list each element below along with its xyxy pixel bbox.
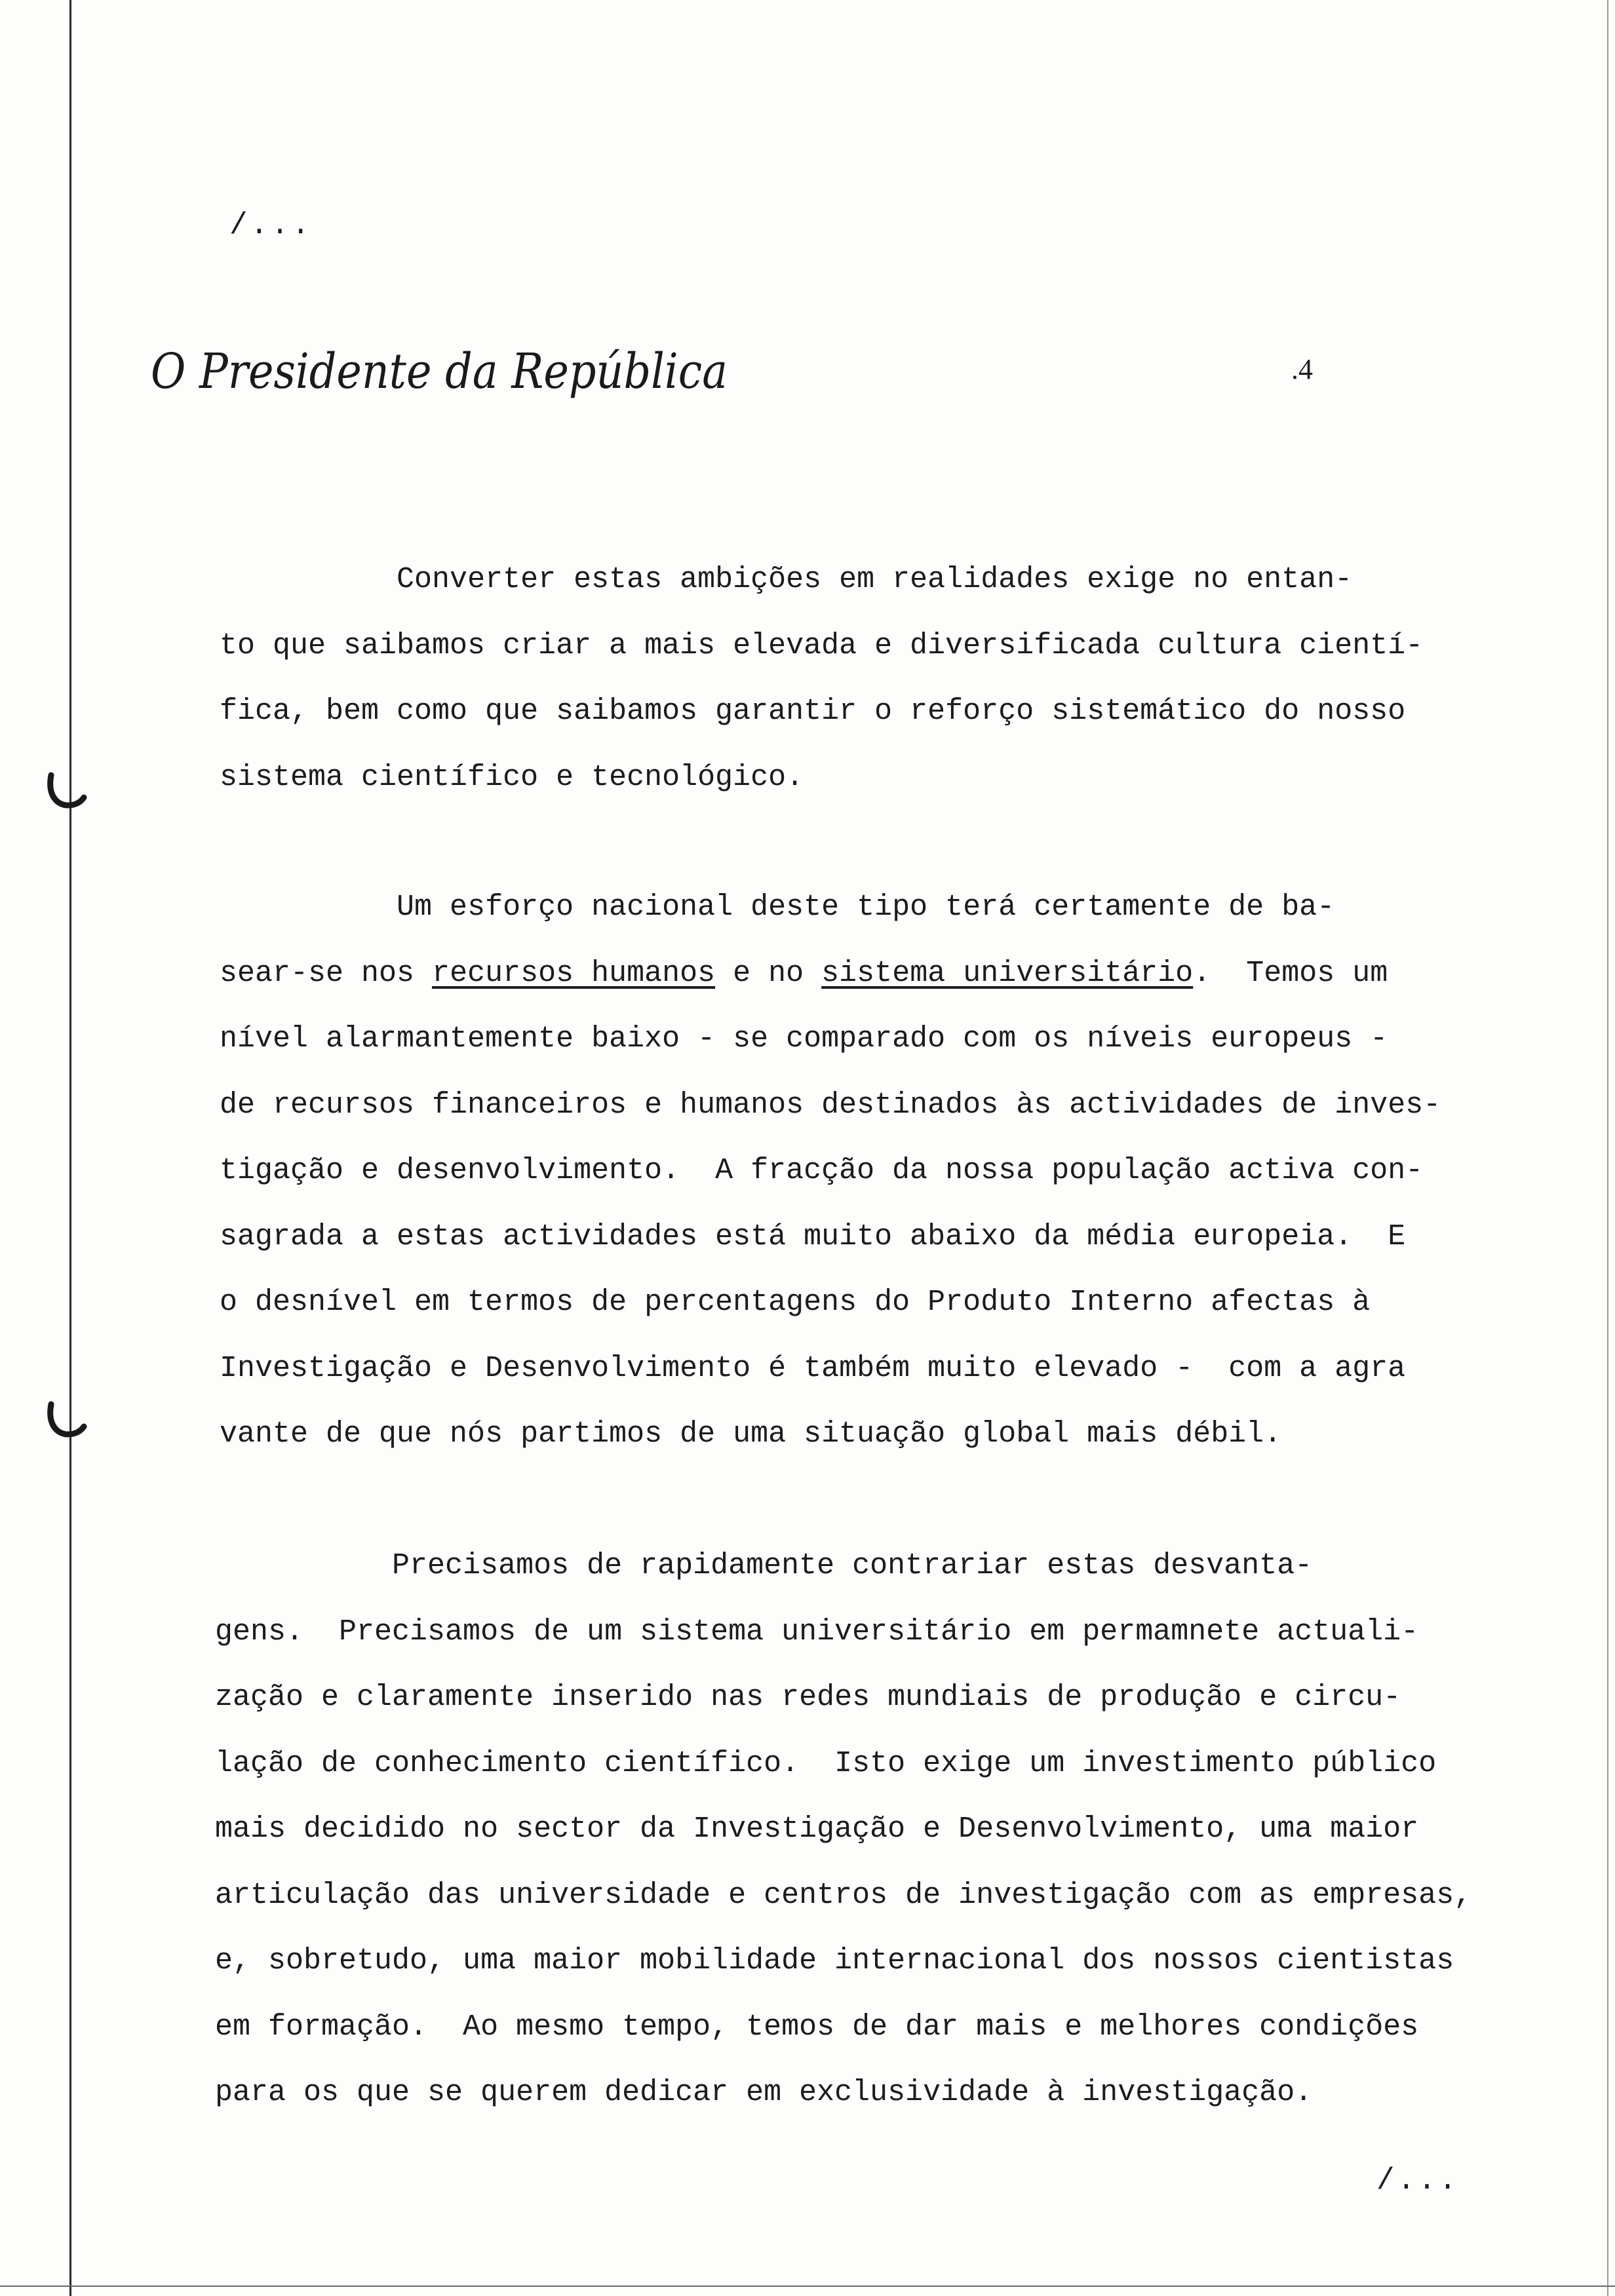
page-edge-bottom — [0, 2286, 1615, 2287]
text-line: Investigação e Desenvolvimento é também muito elevado - com a agra — [220, 1351, 1406, 1385]
underlined-phrase-sistema-universitario: sistema universitário — [821, 956, 1194, 990]
text-line: nível alarmantemente baixo - se comparado com os níveis europeus - — [220, 1022, 1388, 1056]
svg-text:O Presidente da República: O Presidente da República — [151, 343, 728, 400]
text-line: Um esforço nacional deste tipo terá certamente de ba- — [220, 890, 1335, 924]
text-line: Converter estas ambições em realidades exige no entan- — [220, 563, 1353, 596]
text-fragment: e no — [715, 956, 822, 990]
underlined-phrase-recursos-humanos: recursos humanos — [432, 956, 716, 990]
punch-hole-mark-icon — [46, 1399, 87, 1440]
text-line: em formação. Ao mesmo tempo, temos de dar mais e melhores condições — [215, 2010, 1419, 2044]
continuation-mark-bottom: /... — [1376, 2164, 1460, 2198]
text-fragment: sear-se nos — [220, 956, 433, 990]
text-line: articulação das universidade e centros de investigação com as empresas, — [215, 1878, 1472, 1912]
paragraph-1 — [220, 547, 1583, 811]
text-line: sistema científico e tecnológico. — [220, 760, 804, 794]
text-line: Precisamos de rapidamente contrariar estas desvanta- — [215, 1549, 1313, 1582]
text-line: tigação e desenvolvimento. A fracção da nossa população activa con- — [220, 1154, 1424, 1187]
text-line: vante de que nós partimos de uma situação global mais débil. — [220, 1417, 1282, 1451]
letterhead-presidente-da-republica — [151, 328, 741, 413]
text-line: para os que se querem dedicar em exclusividade à investigação. — [215, 2076, 1313, 2109]
text-line: sagrada a estas actividades está muito abaixo da média europeia. E — [220, 1219, 1406, 1253]
text-line: zação e claramente inserido nas redes mundiais de produção e circu- — [215, 1681, 1401, 1714]
text-fragment: . Temos um — [1193, 956, 1388, 990]
paragraph-2 — [220, 875, 1583, 1468]
text-line: de recursos financeiros e humanos destinados às actividades de inves- — [220, 1088, 1441, 1122]
text-line: gens. Precisamos de um sistema universitário em permamnete actuali- — [215, 1615, 1419, 1649]
continuation-mark-top: /... — [229, 208, 313, 242]
text-line: o desnível em termos de percentagens do Produto Interno afectas à — [220, 1286, 1371, 1319]
text-line: fica, bem como que saibamos garantir o reforço sistemático do nosso — [220, 695, 1406, 728]
punch-hole-mark-icon — [46, 770, 87, 811]
text-line: lação de conhecimento científico. Isto exige um investimento público — [215, 1746, 1437, 1780]
text-line: mais decidido no sector da Investigação e Desenvolvimento, uma maior — [215, 1812, 1419, 1846]
text-line: to que saibamos criar a mais elevada e diversificada cultura cientí- — [220, 628, 1424, 662]
page-edge-right — [1607, 0, 1608, 2296]
binding-line — [69, 0, 71, 2296]
page-number: .4 — [1291, 353, 1313, 385]
paragraph-3 — [215, 1533, 1578, 2126]
text-line: e, sobretudo, uma maior mobilidade internacional dos nossos cientistas — [215, 1944, 1454, 1978]
